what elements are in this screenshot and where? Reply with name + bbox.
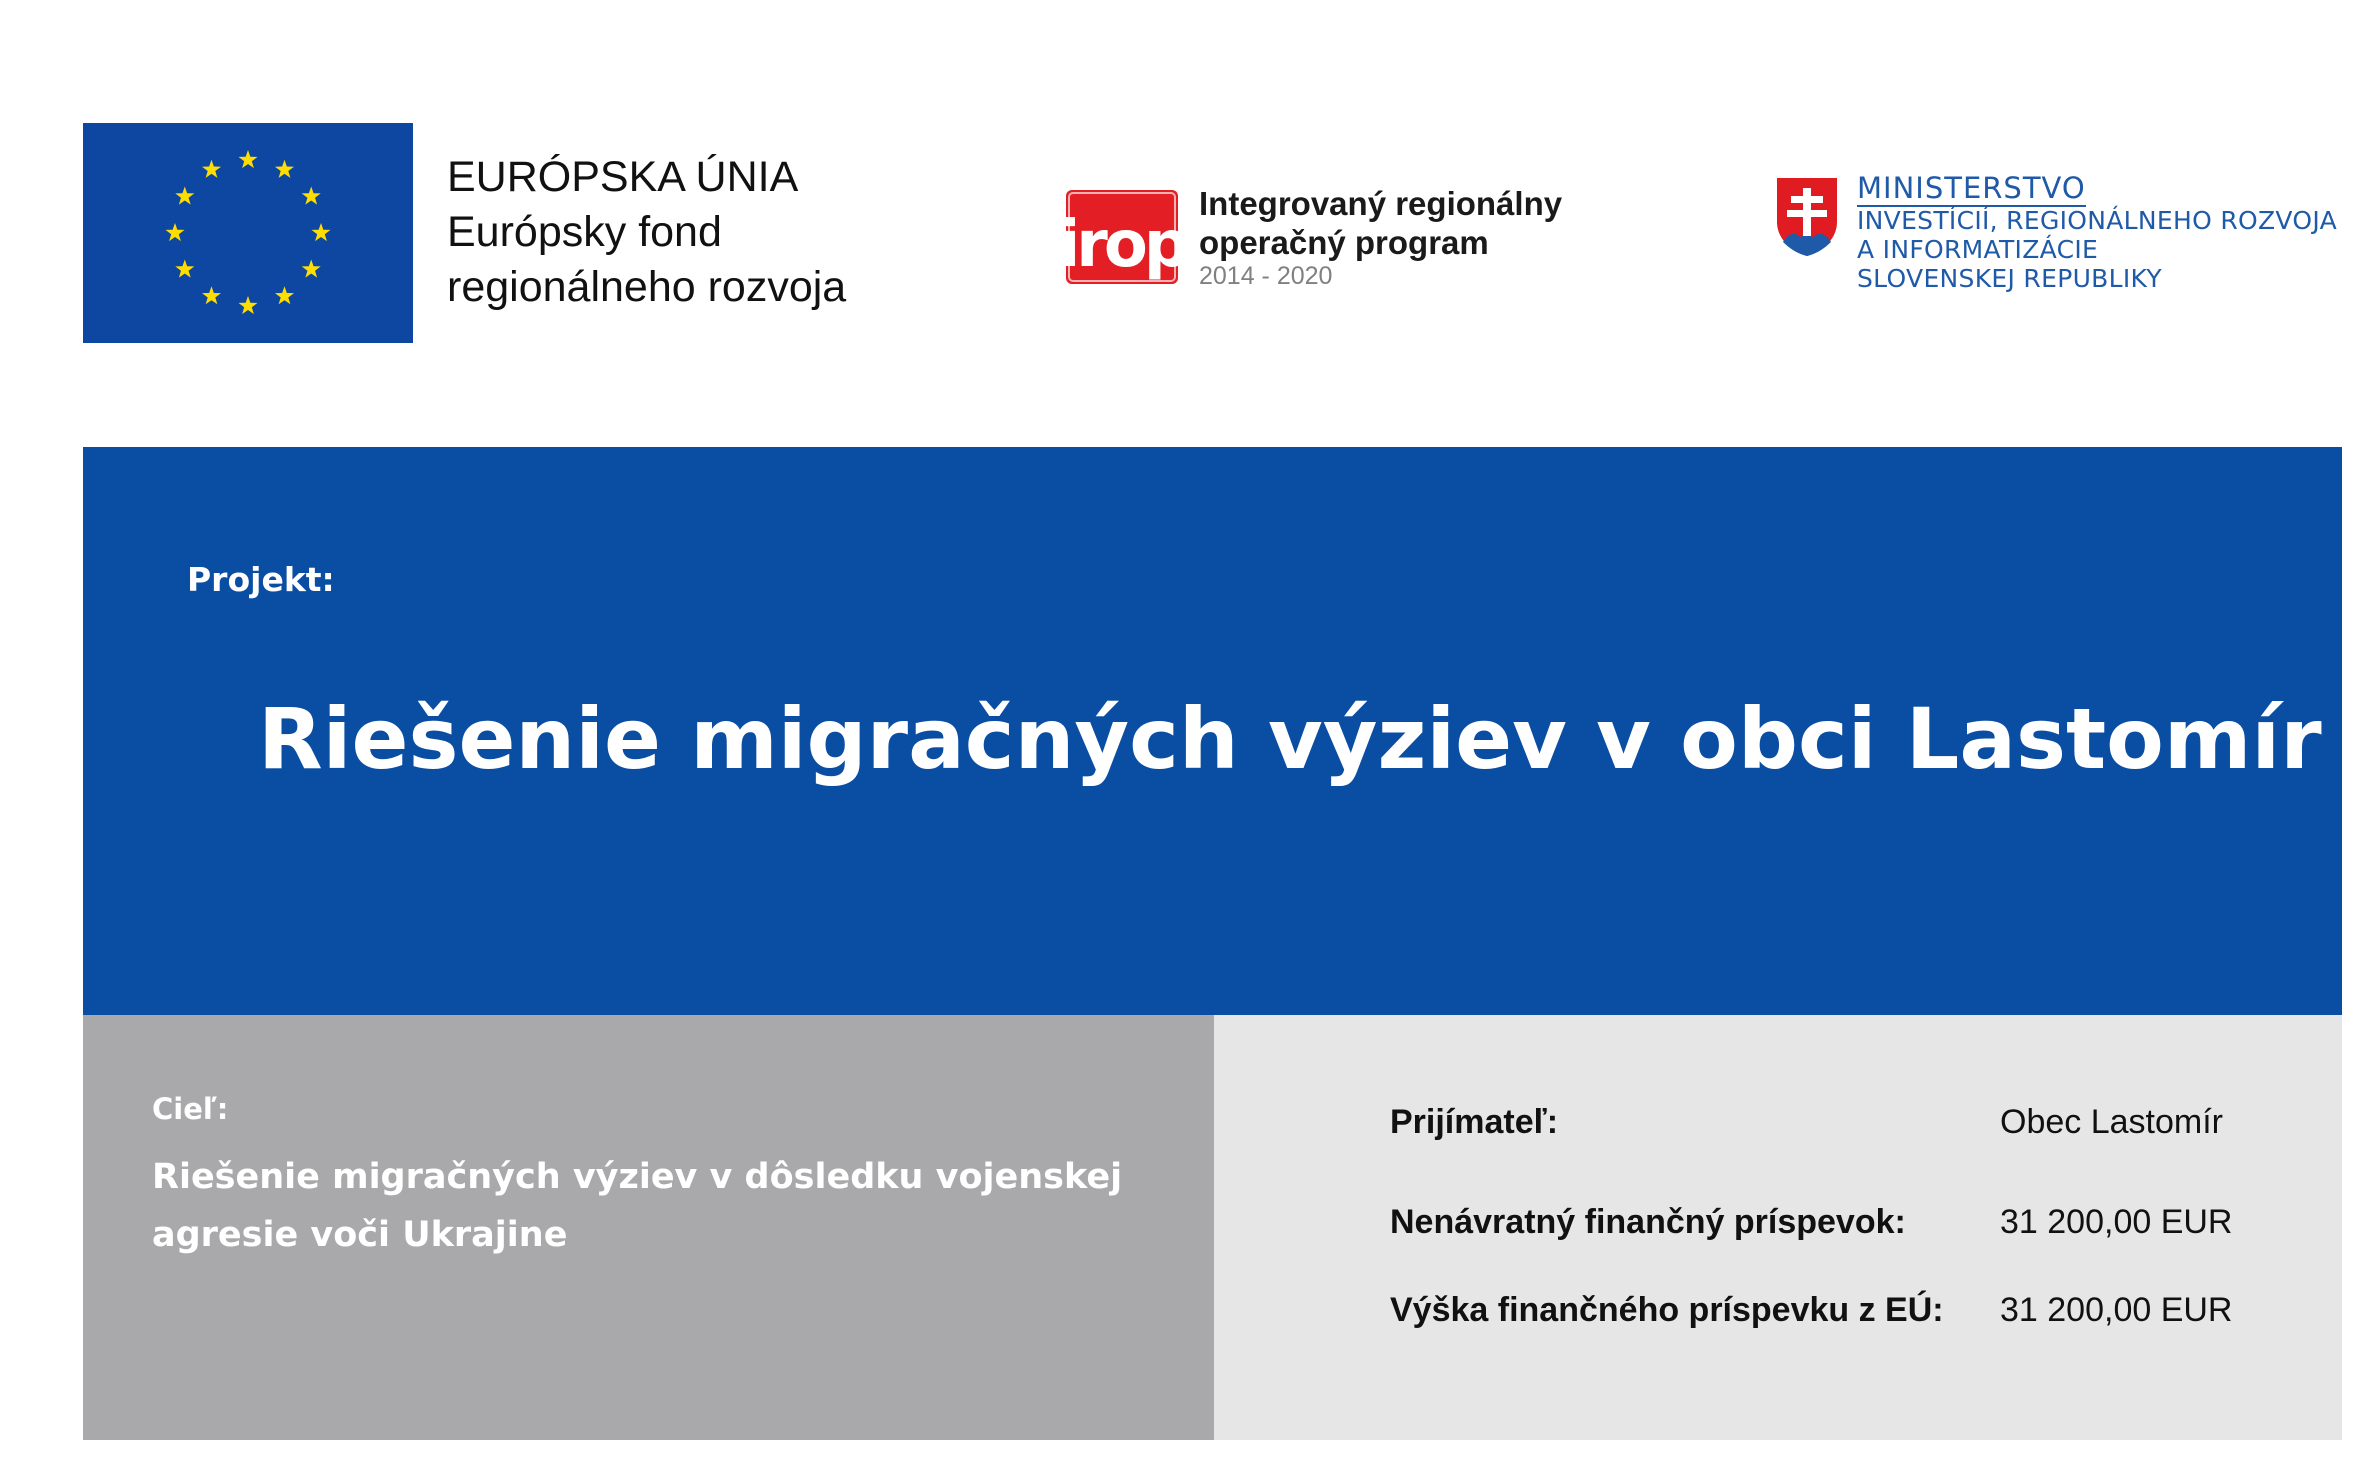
- recipient-row: [1390, 1103, 2223, 1142]
- irop-logo-text: irop: [1058, 208, 1186, 282]
- eu-star-icon: [175, 187, 194, 205]
- eu-star-icon: [302, 260, 321, 278]
- recipient-value: Obec Lastomír: [2000, 1103, 2223, 1141]
- ministry-text-block: [1857, 170, 2337, 293]
- irop-logo: [1058, 190, 1186, 284]
- eu-title: EURÓPSKA ÚNIA: [447, 153, 799, 201]
- eu-fund-line: Európsky fond: [447, 208, 722, 256]
- ministry-line1: MINISTERSTVO: [1857, 171, 2086, 205]
- slovak-crest-icon: [1775, 176, 1839, 258]
- eu-star-icon: [165, 223, 184, 241]
- ministry-line2: INVESTÍCIÍ, REGIONÁLNEHO ROZVOJA: [1857, 206, 2337, 235]
- ministry-line4: SLOVENSKEJ REPUBLIKY: [1857, 264, 2162, 293]
- eu-text-block: [447, 150, 846, 315]
- grant-label: Nenávratný finančný príspevok:: [1390, 1203, 1906, 1241]
- eu-star-icon: [311, 223, 330, 241]
- eu-star-icon: [238, 296, 257, 314]
- eu-star-icon: [238, 150, 257, 168]
- recipient-label: Prijímateľ:: [1390, 1103, 1559, 1141]
- eu-contribution-label: Výška finančného príspevku z EÚ:: [1390, 1291, 1944, 1329]
- grant-value: 31 200,00 EUR: [2000, 1203, 2233, 1241]
- eu-fund-line2: regionálneho rozvoja: [447, 263, 847, 311]
- eu-star-icon: [275, 160, 294, 178]
- grant-row: [1390, 1203, 2233, 1242]
- eu-contribution-value: 31 200,00 EUR: [2000, 1291, 2233, 1329]
- eu-star-icon: [202, 160, 221, 178]
- eu-star-icon: [202, 286, 221, 304]
- eu-star-icon: [302, 187, 321, 205]
- eu-star-icon: [275, 286, 294, 304]
- eu-stars-icon: [83, 123, 413, 343]
- eu-star-icon: [175, 260, 194, 278]
- eu-contribution-row: [1390, 1291, 2233, 1330]
- project-label: Projekt:: [187, 560, 335, 599]
- ministry-line3: A INFORMATIZÁCIE: [1857, 235, 2099, 264]
- project-title: Riešenie migračných výziev v obci Lastomír: [258, 690, 2322, 788]
- irop-line1: Integrovaný regionálny: [1199, 185, 1563, 222]
- goal-label: Cieľ:: [152, 1092, 229, 1126]
- goal-text: Riešenie migračných výziev v dôsledku vojenskej agresie voči Ukrajine: [152, 1157, 1123, 1255]
- eu-flag-logo: [83, 123, 413, 343]
- irop-line2: operačný program: [1199, 224, 1489, 261]
- irop-years: 2014 - 2020: [1199, 262, 1333, 290]
- irop-text-block: [1199, 184, 1562, 290]
